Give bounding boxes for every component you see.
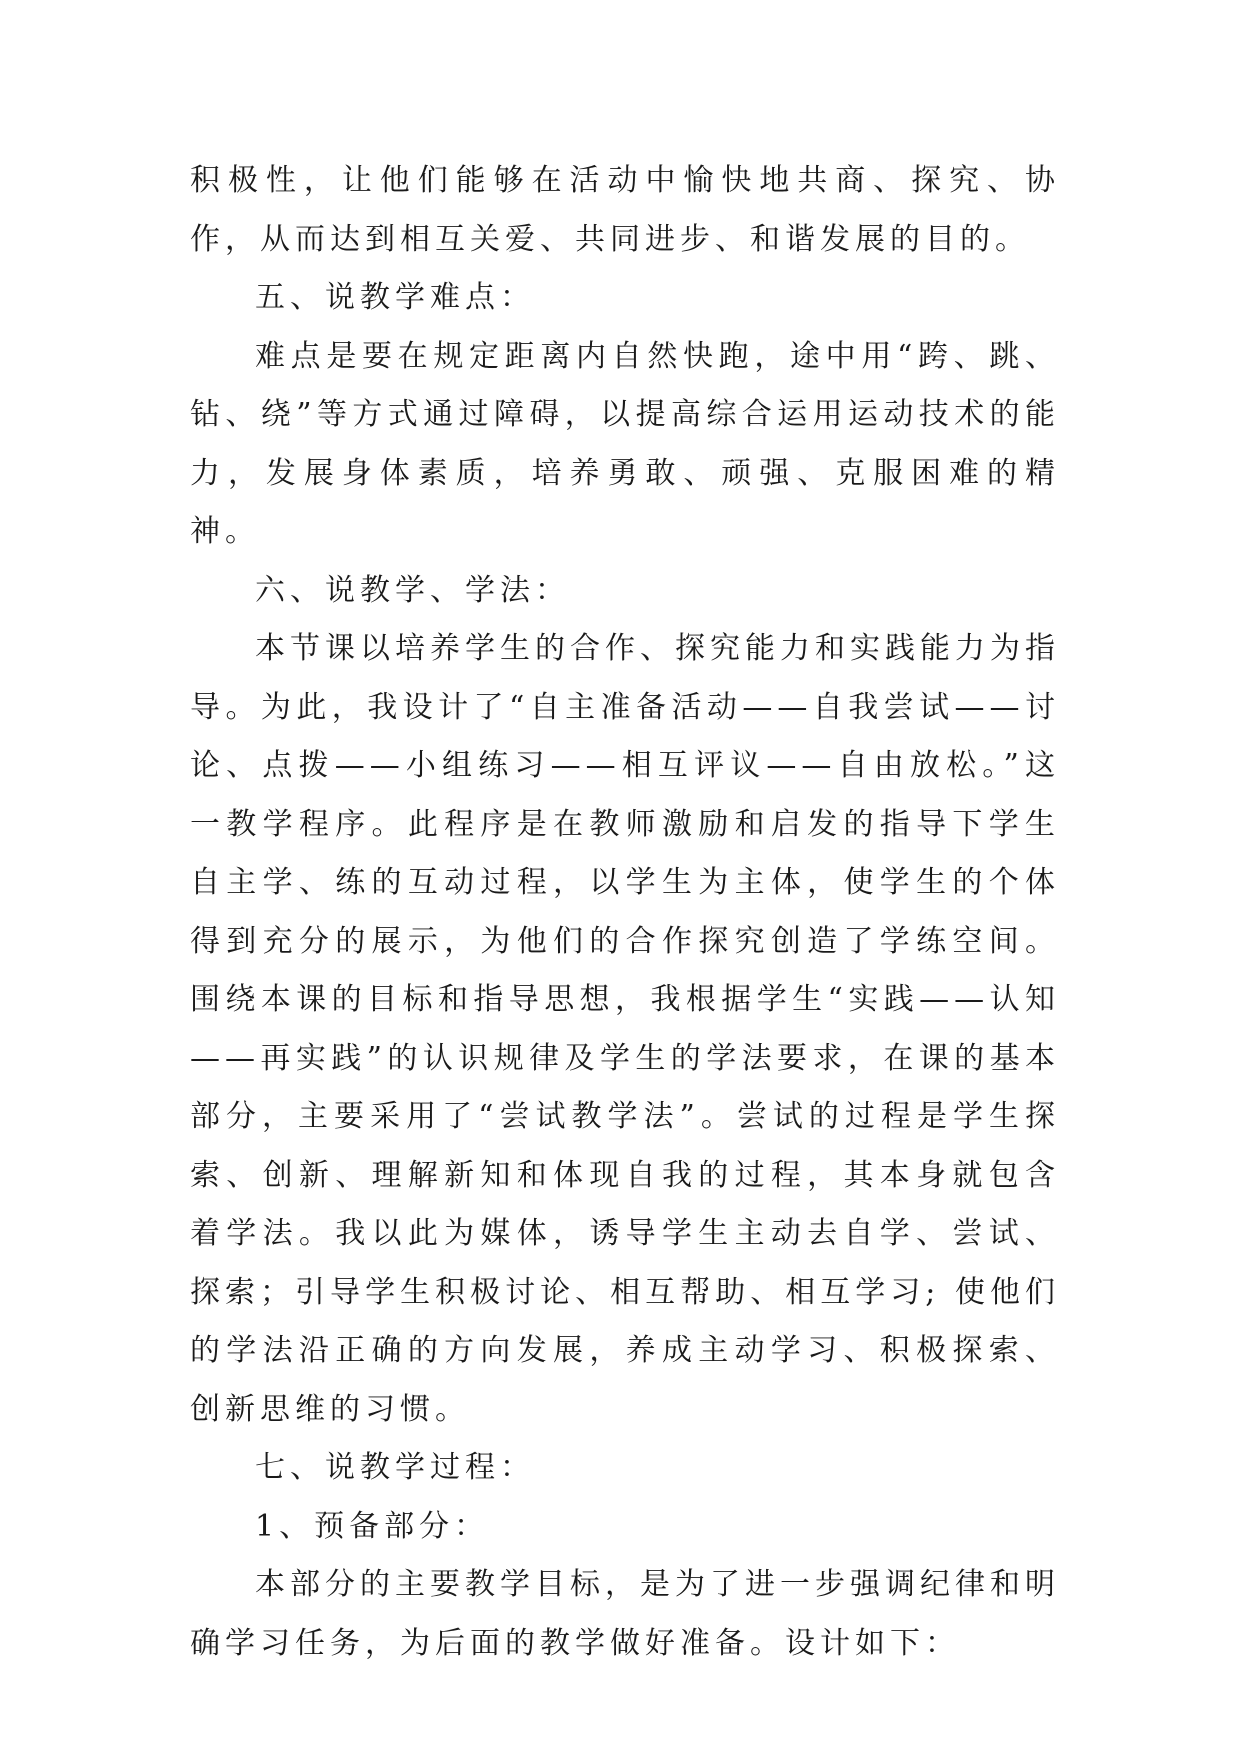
heading-teaching-process: 七、说教学过程： [255,1450,535,1485]
heading-teaching-difficulties: 五、说教学难点： [255,280,535,315]
document-body [190,152,1060,1673]
paragraph-preparation: 本部分的主要教学目标，是为了进一步强调纪律和明确学习任务，为后面的教学做好准备。设计如下： [190,1567,1060,1661]
paragraph-continuation: 积极性，让他们能够在活动中愉快地共商、探究、协作，从而达到相互关爱、共同进步、和谐发展的目的。 [190,163,1060,257]
paragraph-difficulties: 难点是要在规定距离内自然快跑，途中用“跨、跳、钻、绕”等方式通过障碍，以提高综合运用运动技术的能力，发展身体素质，培养勇敢、顽强、克服困难的精神。 [190,338,1060,549]
heading-teaching-methods: 六、说教学、学法： [255,572,570,608]
subheading-preparation: 1、预备部分： [255,1508,490,1544]
paragraph-methods: 本节课以培养学生的合作、探究能力和实践能力为指导。为此，我设计了“自主准备活动——自我尝试——讨论、点拨——小组练习——相互评议——自由放松。”这一教学程序。此程序是在教师激励和启发的指导下学生自主学、练的互动过程，以学生为主体，使学生的个体得到充分的展示，为他们的合作探究创造了学练空间。围绕本课的目标和指导思想，我根据学生“实践——认知——再实践”的认识规律及学生的学法要求，在课的基本部分，主要采用了“尝试教学法”。尝试的过程是学生探索、创新、理解新知和体现自我的过程，其本身就包含着学法。我以此为媒体，诱导学生主动去自学、尝试、探索；引导学生积极讨论、相互帮助、相互学习; 使他们的学法沿正确的方向发展，养成主动学习、积极探索、创新思维的习惯。 [190,631,1060,1427]
